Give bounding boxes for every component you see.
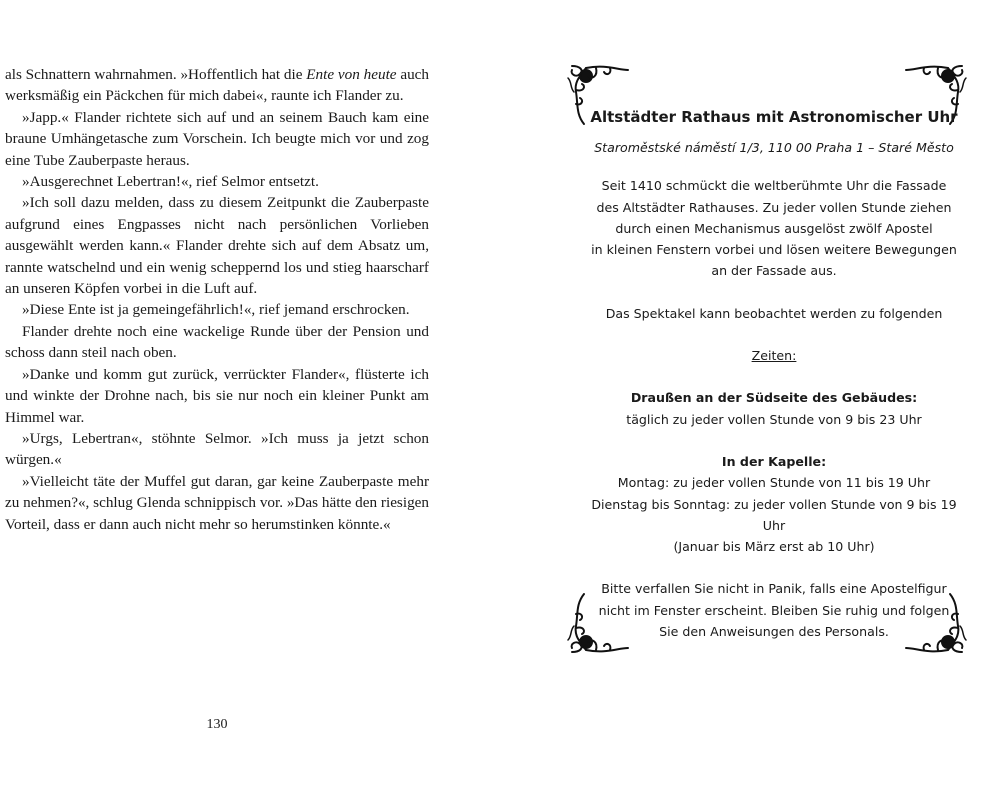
notice-line: Bitte verfallen Sie nicht in Panik, falls eine Apostelfigur [601, 581, 947, 597]
paragraph: »Japp.« Flander richtete sich auf und an seinem Bauch kam eine braune Umhängetasche zum Vorschein. Ich beugte mich vor und zog eine Tube Zauberpaste heraus. [5, 108, 429, 169]
paragraph: »Ausgerechnet Lebertran!«, rief Selmor entsetzt. [22, 173, 319, 191]
notice-line: nicht im Fenster erscheint. Bleiben Sie ruhig und folgen [598, 602, 950, 618]
intro-line: in kleinen Fenstern vorbei und lösen weitere Bewegungen [591, 242, 957, 258]
page-number: 130 [206, 717, 228, 732]
intro-line: durch einen Mechanismus ausgelöst zwölf Apostel [615, 220, 933, 236]
chapel-line: (Januar bis März erst ab 10 Uhr) [673, 539, 875, 555]
paragraph [5, 64, 429, 107]
zeiten-heading: Zeiten: [751, 348, 797, 364]
intro-line: Seit 1410 schmückt die weltberühmte Uhr die Fassade [601, 178, 947, 194]
chapel-heading: In der Kapelle: [721, 453, 827, 469]
italic-title: Ente von heute [306, 66, 397, 83]
info-box [590, 100, 958, 642]
intro-paragraph [590, 175, 958, 281]
intro-line: des Altstädter Rathauses. Zu jeder vollen Stunde ziehen [596, 199, 952, 215]
intro-line: an der Fassade aus. [711, 263, 837, 279]
paragraph: »Vielleicht täte der Muffel gut daran, gar keine Zauberpaste mehr zu nehmen?«, schlug Glenda schnippisch vor. »Das hätte den riesigen Vorteil, dass er dann auch nicht mehr so herumstinken könnte.« [5, 472, 429, 533]
paragraph: »Diese Ente ist ja gemeingefährlich!«, rief jemand erschrocken. [22, 301, 410, 319]
notice-line: Sie den Anweisungen des Personals. [659, 624, 889, 640]
chapel-line: Montag: zu jeder vollen Stunde von 11 bis 19 Uhr [617, 475, 931, 491]
paragraph: »Urgs, Lebertran«, stöhnte Selmor. »Ich muss ja jetzt schon würgen.« [5, 429, 429, 469]
outside-times: täglich zu jeder vollen Stunde von 9 bis 23 Uhr [626, 411, 922, 427]
paragraph: »Ich soll dazu melden, dass zu diesem Zeitpunkt die Zauberpaste aufgrund eines Engpasses nicht nach persönlichen Vorlieben ausgewählt werden kann.« Flander drehte sich auf dem Absatz um, rannte watschelnd und ein wenig scheppernd los und stieg haarscharf an unseren Köpfen vorbei in die Luft auf. [5, 194, 429, 298]
chapel-line: Dienstag bis Sonntag: zu jeder vollen Stunde von 9 bis 19 Uhr [591, 496, 957, 533]
novel-text [5, 64, 429, 535]
paragraph: »Danke und komm gut zurück, verrückter Flander«, flüsterte ich und winkte der Drohne nach, bis sie nur noch ein kleiner Punkt am Himmel war. [5, 365, 429, 426]
outside-heading: Draußen an der Südseite des Gebäudes: [630, 390, 918, 406]
paragraph-end: auch werksmäßig ein Päckchen für mich dabei«, raunte ich Flander zu. [5, 66, 429, 105]
info-address: Staroměstské náměstí 1/3, 110 00 Praha 1 – Staré Město [594, 140, 954, 155]
paragraph: Flander drehte noch eine wackelige Runde über der Pension und schoss dann steil nach oben. [5, 322, 429, 362]
info-title: Altstädter Rathaus mit Astronomischer Uhr [590, 108, 958, 126]
spectacle-line: Das Spektakel kann beobachtet werden zu folgenden [605, 305, 943, 321]
paragraph-start: als Schnattern wahrnahmen. »Hoffentlich hat die [5, 66, 307, 83]
